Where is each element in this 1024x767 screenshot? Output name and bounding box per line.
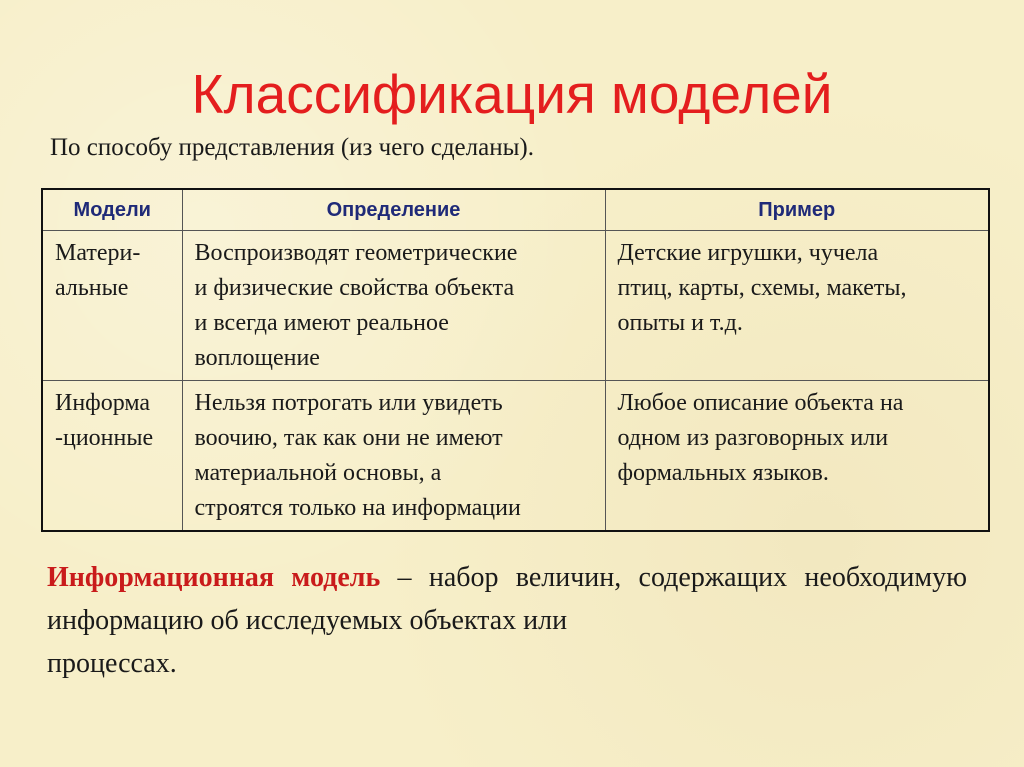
header-models: Модели xyxy=(42,189,182,231)
cell-line: одном из разговорных или xyxy=(617,425,889,451)
definition-paragraph xyxy=(47,556,967,685)
cell-line: альные xyxy=(55,275,129,301)
cell-line: воплощение xyxy=(194,345,320,371)
cell-line: Детские игрушки, чучела xyxy=(617,240,879,266)
cell-line: опыты и т.д. xyxy=(617,310,743,336)
definition-text: – набор величин, содержащих необходимую информацию об исследуемых объектах или xyxy=(47,562,967,636)
cell-example-material xyxy=(605,231,989,381)
models-table xyxy=(41,188,990,532)
cell-line: Воспроизводят геометрические xyxy=(194,240,518,266)
table-row xyxy=(42,381,989,532)
cell-line: птиц, карты, схемы, макеты, xyxy=(617,275,907,301)
cell-example-information xyxy=(605,381,989,532)
cell-line: воочию, так как они не имеют xyxy=(194,425,503,451)
cell-line: материальной основы, а xyxy=(194,460,442,486)
table-header-row xyxy=(42,189,989,231)
cell-line: Любое описание объекта на xyxy=(617,390,904,416)
slide-title: Классификация моделей xyxy=(191,63,833,125)
definition-term: Информационная модель xyxy=(47,562,381,593)
cell-line: Информа xyxy=(55,390,151,416)
cell-definition-information xyxy=(182,381,605,532)
header-example: Пример xyxy=(605,189,989,231)
cell-line: -ционные xyxy=(55,425,154,451)
cell-line: строятся только на информации xyxy=(194,495,521,521)
cell-model-material xyxy=(42,231,182,381)
slide-subtitle: По способу представления (из чего сделаны). xyxy=(50,134,534,161)
cell-line: и всегда имеют реальное xyxy=(194,310,449,336)
cell-line: Нельзя потрогать или увидеть xyxy=(194,390,503,416)
cell-line: формальных языков. xyxy=(617,460,829,486)
cell-line: и физические свойства объекта xyxy=(194,275,515,301)
cell-definition-material xyxy=(182,231,605,381)
header-definition: Определение xyxy=(182,189,605,231)
cell-line: Матери- xyxy=(55,240,141,266)
table-row xyxy=(42,231,989,381)
definition-last-line: процессах. xyxy=(47,648,177,679)
cell-model-information xyxy=(42,381,182,532)
